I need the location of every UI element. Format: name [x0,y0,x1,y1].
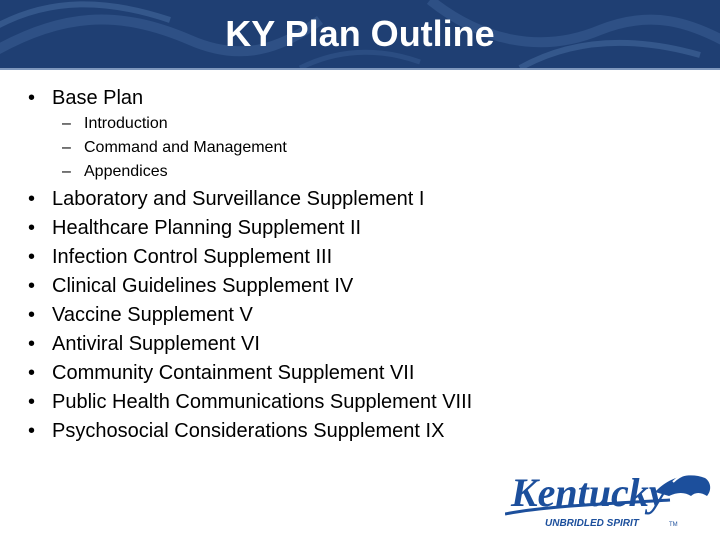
bullet-text: Vaccine Supplement V [52,304,253,326]
slide-title: KY Plan Outline [225,13,495,54]
sub-bullet-marker: – [62,139,71,156]
bullet-text: Psychosocial Considerations Supplement IX [52,420,445,442]
bullet-text: Base Plan [52,87,144,109]
bullet-marker: • [28,275,36,297]
bullet-item [28,187,424,211]
bullet-item [28,274,353,298]
bullet-item [28,332,260,356]
logo-wordmark: Kentucky [511,470,667,515]
bullet-item [28,419,444,443]
logo-tagline: UNBRIDLED SPIRIT [545,518,639,529]
sub-bullet-item [62,138,287,158]
bullet-item [28,86,143,110]
bullet-item [28,216,361,240]
sub-bullet-item [62,162,168,182]
logo-trademark: TM [669,522,678,528]
bullet-text: Infection Control Supplement III [52,246,333,268]
bullet-text: Clinical Guidelines Supplement IV [52,275,354,297]
bullet-text: Laboratory and Surveillance Supplement I [52,188,425,210]
sub-bullet-text: Appendices [84,163,168,180]
bullet-marker: • [28,217,36,239]
bullet-text: Community Containment Supplement VII [52,362,415,384]
bullet-marker: • [28,391,36,413]
bullet-item [28,361,414,385]
sub-bullet-marker: – [62,163,71,180]
bullet-marker: • [28,362,36,384]
bullet-marker: • [28,333,36,355]
sub-bullet-text: Introduction [84,115,168,132]
bullet-text: Public Health Communications Supplement VIII [52,391,473,413]
bullet-marker: • [28,188,36,210]
bullet-marker: • [28,246,36,268]
bullet-item [28,245,332,269]
bullet-marker: • [28,304,36,326]
bullet-marker: • [28,420,36,442]
bullet-item [28,390,472,414]
bullet-text: Healthcare Planning Supplement II [52,217,362,239]
bullet-item [28,303,253,327]
bullet-marker: • [28,87,36,109]
kentucky-logo [505,462,715,534]
sub-bullet-marker: – [62,115,71,132]
bullet-text: Antiviral Supplement VI [52,333,260,355]
sub-bullet-text: Command and Management [84,139,287,156]
sub-bullet-item [62,114,168,134]
